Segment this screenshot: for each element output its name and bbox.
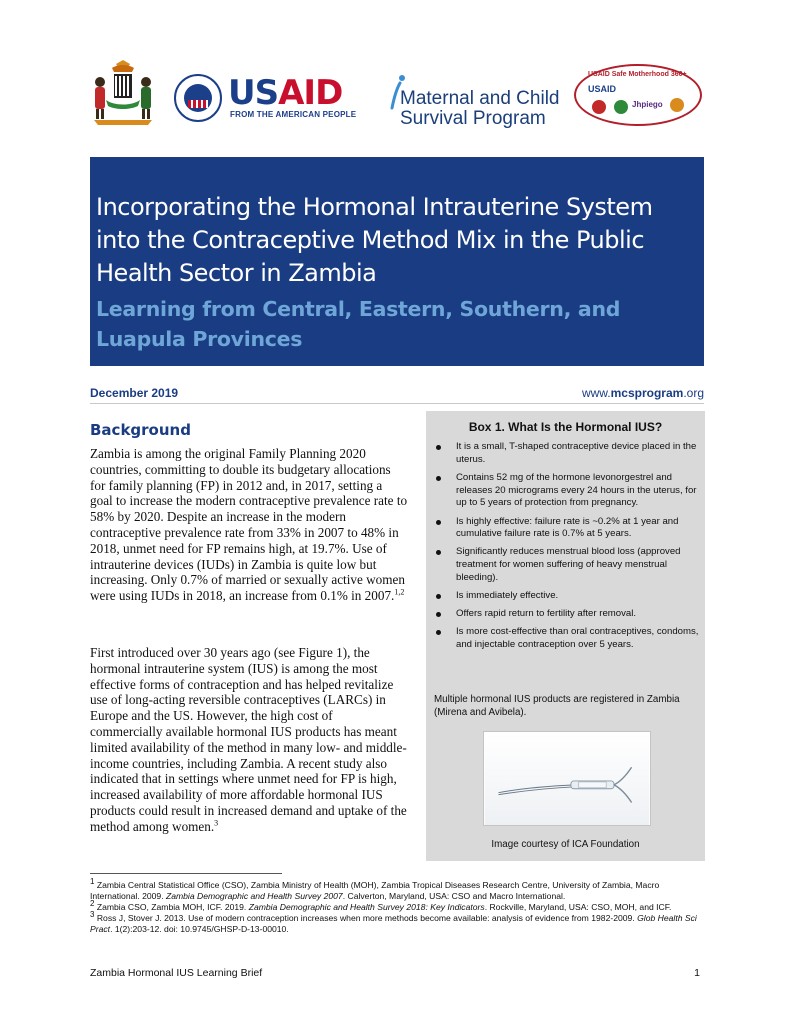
footnote-3 (90, 910, 704, 935)
list-item (432, 546, 700, 584)
partner-logo-icon (614, 100, 628, 114)
box-title: Box 1. What Is the Hormonal IUS? (468, 420, 663, 434)
background-heading: Background (90, 421, 191, 439)
bullet-icon (436, 594, 441, 599)
website-link[interactable] (582, 386, 704, 400)
bullet-icon (436, 630, 441, 635)
box-note: Multiple hormonal IUS products are registered in Zambia (Mirena and Avibela). (434, 694, 680, 718)
background-paragraph-2 (90, 645, 408, 835)
page-number: 1 (694, 967, 700, 979)
footnote-title: Zambia Demographic and Health Survey 2007 (165, 891, 343, 901)
jhpiego-logo: Jhpiego (632, 100, 663, 109)
footnote-divider (90, 873, 282, 874)
usaid-seal-icon (174, 74, 222, 122)
url-prefix: www. (581, 386, 611, 400)
footnotes (90, 877, 704, 935)
partner-logo-icon (592, 100, 606, 114)
list-item (432, 441, 700, 466)
list-item-text: Contains 52 mg of the hormone levonorgestrel and releases 20 micrograms every 24 hours in the uterus, for up to 5 years of protection from pregnancy. (456, 471, 697, 509)
usaid-us-text: US (228, 73, 279, 113)
logo-row (88, 60, 708, 140)
image-caption: Image courtesy of ICA Foundation (491, 839, 640, 850)
list-item (432, 516, 700, 541)
paragraph-text: Zambia is among the original Family Planning 2020 countries, committing to double its budgetary allocations for family planning (FP) in 2012 and, in 2017, setting a goal to increase the modern contraceptive prevalence rate to 58% by 2020. Despite an increase in the modern contraceptive prevalence rate from 33% in 2007 to 48% in 2018, unmet need for FP remains high, at 19.7%. Use of intrauterine devices (IUDs) in Zambia is quite low but increasing. Only 0.7% of married or sexually active women were using IUDs in 2018, an increase from 0.1% in 2007. (90, 446, 408, 604)
footnote-ref[interactable]: 3 (214, 818, 219, 828)
url-suffix: .org (683, 386, 704, 400)
footnote-ref[interactable]: 1,2 (394, 587, 405, 597)
bullet-icon (436, 445, 441, 450)
divider (90, 403, 704, 404)
footnote-title: Glob Health Sci Pract (90, 913, 697, 934)
list-item (432, 608, 700, 621)
safe-motherhood-usaid: USAID (588, 84, 617, 94)
hormonal-ius-image (483, 731, 651, 826)
bullet-icon (436, 476, 441, 481)
title-banner (90, 157, 704, 366)
footnote-title: Zambia Demographic and Health Survey 2018: Key Indicators (248, 902, 485, 912)
mcsp-line-2: Survival Program (400, 108, 546, 129)
footnote-text: Ross J, Stover J. 2013. Use of modern contraception increases when more methods become available: analysis of evidence from 1982-2009. (94, 913, 638, 923)
list-item (432, 472, 700, 510)
safe-motherhood-logo (574, 64, 702, 126)
document-subtitle: Learning from Central, Eastern, Southern, and Luapula Provinces (96, 297, 621, 351)
footnote-text: Zambia CSO, Zambia MOH, ICF. 2019. (94, 902, 249, 912)
bullet-icon (436, 612, 441, 617)
mcsp-initial: M (400, 88, 416, 109)
list-item-text: Is more cost-effective than oral contraceptives, condoms, and injectable contraception over 5 years. (456, 626, 699, 651)
box-bullet-list (432, 441, 700, 657)
footnote-text: Zambia Central Statistical Office (CSO), Zambia Ministry of Health (MOH), Zambia Tropical Diseases Research Centre, University of Zambia, Macro International. 2009. (90, 880, 660, 901)
bullet-icon (436, 550, 441, 555)
usaid-logo (174, 73, 357, 124)
footnote-number: 1 (90, 877, 95, 887)
partner-logo-icon (670, 98, 684, 112)
footnote-text: . Rockville, Maryland, USA: CSO, MOH, and ICF. (484, 902, 672, 912)
mcsp-line-1 (400, 88, 559, 110)
publication-date: December 2019 (90, 386, 179, 400)
list-item-text: Is highly effective: failure rate is ~0.2% at 1 year and cumulative failure rate is 0.7% at 5 years. (456, 515, 679, 540)
mcsp-logo (388, 74, 560, 130)
list-item (432, 590, 700, 603)
document-title: Incorporating the Hormonal Intrauterine System into the Contraceptive Method Mix in the Public Health Sector in Zambia (96, 193, 653, 287)
usaid-aid-text: AID (278, 73, 343, 113)
ius-device-icon (484, 732, 650, 825)
zambia-coat-of-arms-logo (88, 60, 158, 126)
paragraph-text: First introduced over 30 years ago (see Figure 1), the hormonal intrauterine system (IUS) is among the most effective forms of contraception and has helped revitalize use of long-acting reversible contraceptives (LARCs) in Europe and the US. However, the high cost of commercially available hormonal IUS products has meant limited availability of the method in many low- and middle-income countries, including Zambia. A recent study also indicated that in settings where unmet need for FP is high, increased availability of more affordable hormonal IUS products could result in increased demand and uptake of the method among women. (90, 645, 407, 834)
footnote-1 (90, 877, 704, 902)
footnote-number: 3 (90, 910, 95, 920)
list-item-text: Offers rapid return to fertility after removal. (456, 608, 637, 620)
footnote-number: 2 (90, 899, 95, 909)
url-bold: mcsprogram (610, 386, 684, 400)
list-item-text: Significantly reduces menstrual blood loss (approved treatment for women suffering of heavy menstrual bleeding). (456, 546, 681, 583)
footnote-text: . Calverton, Maryland, USA: CSO and Macro International. (342, 891, 566, 901)
list-item (432, 626, 700, 651)
list-item-text: Is immediately effective. (456, 590, 559, 602)
background-paragraph-1 (90, 446, 408, 604)
footnote-text: . 1(2):203-12. doi: 10.9745/GHSP-D-13-00010. (110, 924, 289, 934)
bullet-icon (436, 520, 441, 525)
footnote-2 (90, 899, 704, 913)
usaid-tagline: FROM THE AMERICAN PEOPLE (230, 110, 357, 119)
usaid-wordmark (228, 73, 343, 113)
mcsp-line-1-text: aternal and Child (415, 88, 560, 109)
safe-motherhood-title: USAID Safe Motherhood 360+ (588, 71, 687, 78)
list-item-text: It is a small, T-shaped contraceptive device placed in the uterus. (456, 441, 697, 465)
info-box (426, 411, 705, 861)
footer-title: Zambia Hormonal IUS Learning Brief (90, 967, 263, 979)
